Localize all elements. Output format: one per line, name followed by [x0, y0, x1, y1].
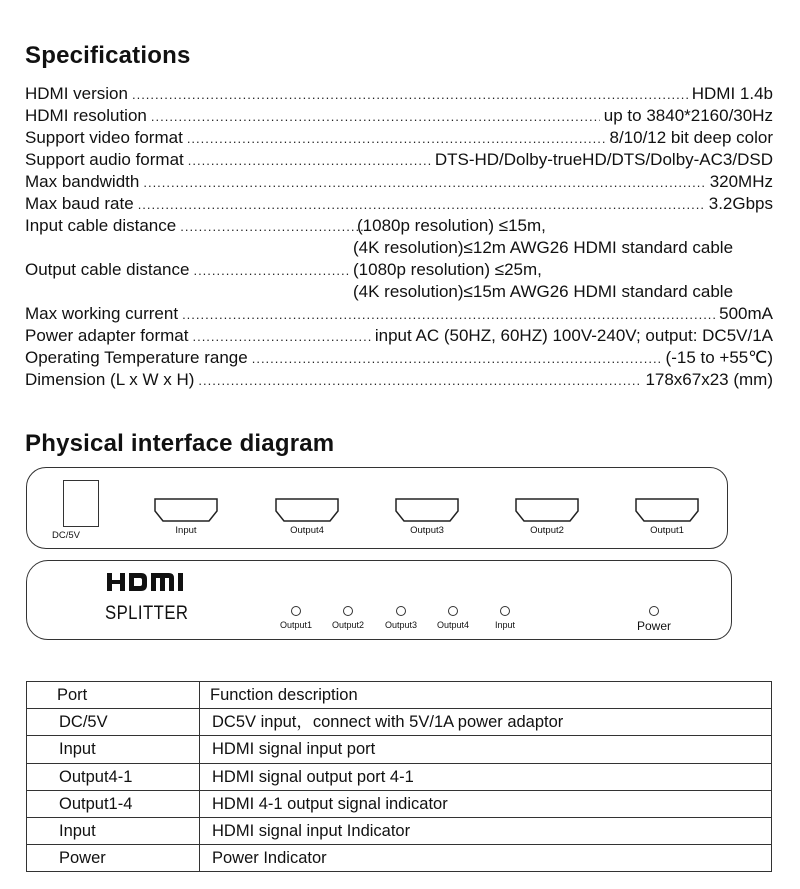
spec-value: 178x67x23 (mm) — [645, 370, 773, 389]
table-cell: Output1-4 — [27, 790, 200, 817]
diagram-title: Physical interface diagram — [25, 430, 335, 457]
dot-leader — [187, 128, 606, 150]
port-label: Output2 — [530, 525, 564, 536]
spec-label: Support audio format — [25, 150, 184, 169]
spec-label: Power adapter format — [25, 326, 189, 345]
table-cell: Input — [27, 817, 200, 844]
spec-row — [25, 369, 773, 391]
led-label: Output1 — [279, 620, 313, 630]
dot-leader — [180, 216, 369, 238]
spec-label: HDMI resolution — [25, 106, 147, 125]
table-row — [27, 845, 772, 872]
spec-value: 500mA — [719, 304, 773, 323]
hdmi-port-icon — [515, 498, 579, 520]
product-name: SPLITTER — [105, 603, 189, 624]
spec-row — [25, 127, 773, 149]
spec-value: (-15 to +55℃) — [665, 348, 773, 367]
table-row — [27, 817, 772, 844]
dc-power-jack — [63, 480, 99, 527]
spec-row — [25, 149, 773, 171]
table-row — [27, 763, 772, 790]
spec-row — [25, 259, 353, 281]
dot-leader — [143, 172, 705, 194]
hdmi-port-icon — [635, 498, 699, 520]
spec-row — [25, 193, 773, 215]
spec-value: 8/10/12 bit deep color — [609, 128, 773, 147]
specifications-title: Specifications — [25, 42, 191, 69]
dot-leader — [198, 370, 641, 392]
port-label: Input — [175, 525, 197, 536]
led-label: Output2 — [331, 620, 365, 630]
table-cell: HDMI signal input port — [200, 736, 772, 763]
spec-value: 320MHz — [709, 172, 773, 191]
table-row — [27, 736, 772, 763]
led-label: Input — [494, 620, 516, 630]
led-indicator — [448, 606, 458, 616]
hdmi-logo — [107, 571, 189, 598]
hdmi-port-icon — [154, 498, 218, 520]
dot-leader — [252, 348, 662, 370]
rear-panel — [26, 467, 728, 549]
spec-row — [25, 171, 773, 193]
table-cell: Input — [27, 736, 200, 763]
spec-label: Max bandwidth — [25, 172, 140, 191]
spec-value: (1080p resolution) ≤25m, — [353, 260, 542, 279]
spec-label: Max baud rate — [25, 194, 134, 213]
function-table — [26, 681, 772, 872]
table-cell: HDMI 4-1 output signal indicator — [200, 790, 772, 817]
table-cell: DC5V input，connect with 5V/1A power adaptor — [200, 709, 772, 736]
hdmi-port-icon — [395, 498, 459, 520]
spec-value: DTS-HD/Dolby-trueHD/DTS/Dolby-AC3/DSD — [434, 150, 773, 169]
hdmi-logo-graphic — [107, 571, 189, 593]
table-cell: DC/5V — [27, 709, 200, 736]
table-cell: Power Indicator — [200, 845, 772, 872]
led-label: Output4 — [436, 620, 470, 630]
dot-leader — [138, 194, 705, 216]
spec-value: input AC (50HZ, 60HZ) 100V-240V; output: DC5V/1A — [374, 326, 773, 345]
spec-row — [25, 105, 773, 127]
dc-label: DC/5V — [52, 530, 80, 541]
port-label: Output4 — [290, 525, 324, 536]
table-header: Function description — [200, 682, 772, 709]
spec-value: (1080p resolution) ≤15m, — [357, 216, 546, 235]
dot-leader — [188, 150, 431, 172]
led-indicator — [343, 606, 353, 616]
specifications-list — [25, 83, 773, 391]
table-cell: Output4-1 — [27, 763, 200, 790]
power-label: Power — [636, 619, 671, 633]
spec-row — [25, 215, 373, 237]
dot-leader — [151, 106, 600, 128]
table-cell: Power — [27, 845, 200, 872]
spec-label: Input cable distance — [25, 216, 177, 235]
spec-row — [25, 83, 773, 105]
hdmi-port-icon — [275, 498, 339, 520]
spec-label: HDMI version — [25, 84, 128, 103]
front-panel — [26, 560, 732, 640]
spec-row — [25, 325, 773, 347]
spec-label: Max working current — [25, 304, 179, 323]
led-indicator — [500, 606, 510, 616]
spec-value: up to 3840*2160/30Hz — [603, 106, 773, 125]
table-row — [27, 790, 772, 817]
led-label: Output3 — [384, 620, 418, 630]
port-label: Output3 — [410, 525, 444, 536]
spec-label: Operating Temperature range — [25, 348, 248, 367]
power-led-indicator — [649, 606, 659, 616]
dot-leader — [182, 304, 715, 326]
spec-label: Support video format — [25, 128, 183, 147]
dot-leader — [132, 84, 688, 106]
spec-value: HDMI 1.4b — [691, 84, 773, 103]
spec-continuation: (4K resolution)≤12m AWG26 HDMI standard cable — [353, 238, 734, 257]
spec-row — [25, 303, 773, 325]
led-indicator — [396, 606, 406, 616]
spec-label: Output cable distance — [25, 260, 190, 279]
table-header: Port — [27, 682, 200, 709]
spec-value: 3.2Gbps — [708, 194, 773, 213]
spec-row — [25, 347, 773, 369]
dot-leader — [192, 326, 370, 348]
dot-leader — [193, 260, 349, 282]
port-label: Output1 — [650, 525, 684, 536]
table-cell: HDMI signal input Indicator — [200, 817, 772, 844]
led-indicator — [291, 606, 301, 616]
spec-label: Dimension (L x W x H) — [25, 370, 195, 389]
table-cell: HDMI signal output port 4-1 — [200, 763, 772, 790]
spec-continuation: (4K resolution)≤15m AWG26 HDMI standard cable — [353, 282, 734, 301]
table-row — [27, 709, 772, 736]
table-header-row — [27, 682, 772, 709]
